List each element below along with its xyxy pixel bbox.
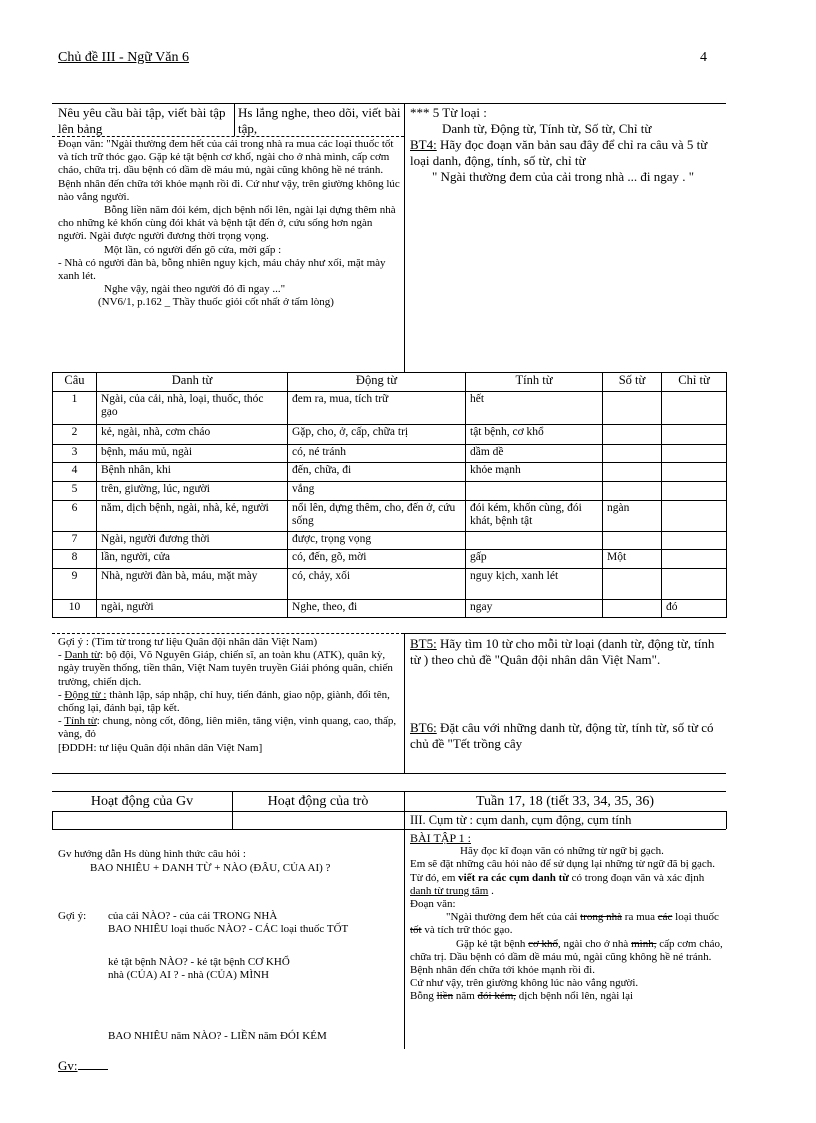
column-header: Câu	[53, 373, 97, 392]
table-row: 5 trên, giường, lúc, người vắng	[53, 482, 727, 501]
teacher-instruction: Gv hướng dẫn Hs dùng hình thức câu hỏi :	[58, 848, 246, 860]
week-header: Tuần 17, 18 (tiết 33, 34, 35, 36)	[476, 794, 654, 809]
example-question: kẻ tật bệnh NÀO? - kẻ tật bệnh CƠ KHỔ	[108, 956, 290, 968]
divider	[52, 633, 404, 634]
example-question: BAO NHIÊU loại thuốc NÀO? - CÁC loại thuốc TỐT	[108, 923, 349, 935]
teacher-activity-cell: Nêu yêu cầu bài tập, viết bài tập lên bảng	[58, 105, 226, 136]
bt4-quote: " Ngài thường đem của cải trong nhà ... đi ngay . "	[432, 169, 695, 184]
table-row: 6 năm, dịch bệnh, ngài, nhà, kẻ, người nổi lên, dựng thêm, cho, đến ở, cứu sống đói kém, khốn cùng, đói khát, bệnh tật ngàn	[53, 501, 727, 532]
divider	[404, 103, 405, 372]
teacher-activity-header: Hoạt động của Gv	[90, 794, 194, 809]
gv-footer-label: Gv:	[58, 1058, 108, 1074]
column-header: Tính từ	[466, 373, 603, 392]
column-header: Danh từ	[97, 373, 288, 392]
exercise-content: BÀI TẬP 1 : Hãy đọc kĩ đoạn văn có những từ ngữ bị gạch. Em sẽ đặt những câu hỏi nào để sử dụng lại những từ ngữ đã bị gạch. Từ đó, em viết ra các cụm danh từ có trong đoạn văn và xác định danh từ trung tâm . Đoạn văn: "Ngài thường đem hết của cải trong nhà ra mua các loại thuốc tốt và tích trữ thóc gạo. Gặp kẻ tật bệnh cơ khổ, ngài cho ở nhà mình, cấp cơm cháo, chữa trị. Dầu bệnh có dầm dề máu mủ, ngài cũng không hề né tránh. Bệnh nhân đến chữa tới khỏe mạnh rồi đi. Cứ như vậy, trên giường không lúc nào vắng người. Bỗng liền năm đói kém, dịch bệnh nổi lên, ngài lại	[410, 831, 723, 1003]
column-header: Số từ	[603, 373, 662, 392]
table-row: 8 lần, người, cửa có, đến, gõ, mời gấp Một	[53, 550, 727, 569]
section-subheading: III. Cụm từ : cụm danh, cụm động, cụm tính	[410, 813, 632, 827]
student-activity-header: Hoạt động của trò	[267, 794, 369, 809]
table-row: 10 ngài, người Nghe, theo, đi ngay đó	[53, 600, 727, 618]
table-header-row	[53, 373, 727, 392]
divider	[52, 811, 726, 812]
word-types-heading: *** 5 Từ loại :	[410, 105, 487, 120]
bt6-exercise: BT6: Đặt câu với những danh từ, động từ, tính từ, số từ có chủ đề "Tết trồng cây	[410, 720, 714, 751]
divider	[234, 103, 235, 136]
divider	[404, 633, 405, 773]
example-question: BAO NHIÊU năm NÀO? - LIỀN năm ĐÓI KÉM	[108, 1030, 327, 1042]
example-question: nhà (CỦA) AI ? - nhà (CỦA) MÌNH	[108, 969, 269, 981]
example-question: của cải NÀO? - của cải TRONG NHÀ	[108, 910, 278, 922]
bt4-exercise: BT4: Hãy đọc đoạn văn bản sau đây để chỉ ra câu và 5 từ loại danh, động, tính, số từ, chỉ từ	[410, 137, 708, 168]
table-row: 7 Ngài, người đương thời được, trọng vọng	[53, 532, 727, 550]
hint-label: Gợi ý:	[58, 910, 87, 922]
divider	[52, 103, 726, 104]
hint-block: Gợi ý : (Tìm từ trong tư liệu Quân đội nhân dân Việt Nam) - Danh từ: bộ đội, Võ Nguyên Giáp, chiến sĩ, an toàn khu (ATK), quân kỳ, ngày truyền thống, tiền thân, Việt Nam tuyên truyền Giải phóng quân, chiến trường, chiến dịch. - Động từ : thành lập, sáp nhập, chỉ huy, tiến đánh, giao nộp, giành, đổi tên, chống lại, đánh bại, tập kết. - Tính từ: chung, nòng cốt, đông, liên miên, tăng viện, vinh quang, cao, thấp, vàng, đỏ [ĐDDH: tư liệu Quân đội nhân dân Việt Nam]	[58, 636, 397, 754]
word-class-table	[52, 372, 727, 618]
table-row: 3 bệnh, máu mủ, ngài có, né tránh dầm dề	[53, 445, 727, 463]
page-number: 4	[700, 50, 707, 65]
table-row: 1 Ngài, của cải, nhà, loại, thuốc, thóc gạo đem ra, mua, tích trữ hết	[53, 392, 727, 425]
student-activity-cell: Hs lắng nghe, theo dõi, viết bài tập,	[238, 105, 401, 136]
question-formula: BAO NHIÊU + DANH TỪ + NÀO (ĐÂU, CỦA AI) ?	[90, 862, 331, 874]
word-types-list: Danh từ, Động từ, Tính từ, Số từ, Chỉ từ	[442, 121, 652, 136]
table-row: 9 Nhà, người đàn bà, máu, mặt mày có, chảy, xối nguy kịch, xanh lét	[53, 569, 727, 600]
exercise-panel	[410, 105, 724, 185]
document-title: Chủ đề III - Ngữ Văn 6	[58, 50, 189, 65]
divider	[52, 829, 726, 830]
divider	[52, 773, 726, 774]
divider	[404, 791, 405, 1049]
divider	[404, 633, 726, 634]
bt5-exercise: BT5: Hãy tìm 10 từ cho mỗi từ loại (danh từ, động từ, tính từ ) theo chủ đề "Quân đội nhân dân Việt Nam".	[410, 636, 715, 667]
column-header: Chỉ từ	[662, 373, 727, 392]
column-header: Động từ	[288, 373, 466, 392]
reading-passage: Đoạn văn: "Ngài thường đem hết của cải trong nhà ra mua các loại thuốc tốt và tích trữ thóc gạo. Gặp kẻ tật bệnh cơ khổ, ngài cho ở nhà mình, cấp cơm cháo, chữa trị. dầu bệnh có dầm dề máu mủ, ngài cũng không hề né tránh. Bệnh nhân đến chữa tới khỏe mạnh rồi đi. Cứ như vậy, trên giường không lúc nào vắng người. Bỗng liền năm đói kém, dịch bệnh nổi lên, ngài lại dựng thêm nhà cho những kẻ khốn cùng đói khát và bệnh tật đến ở, cứu sống hơn ngàn người. Ngài được người đương thời trọng vọng. Một lần, có người đến gõ cửa, mời gấp : - Nhà có người đàn bà, bỗng nhiên nguy kịch, máu chảy như xối, mặt mày xanh lét. Nghe vậy, ngài theo người đó đi ngay ..." (NV6/1, p.162 _ Thầy thuốc giỏi cốt nhất ở tấm lòng)	[58, 138, 400, 309]
divider	[52, 791, 726, 792]
table-row: 4 Bệnh nhân, khi đến, chữa, đi khỏe mạnh	[53, 463, 727, 482]
divider	[726, 811, 727, 829]
table-row: 2 kẻ, ngài, nhà, cơm cháo Gặp, cho, ở, cấp, chữa trị tật bệnh, cơ khổ	[53, 425, 727, 445]
divider	[52, 811, 53, 829]
